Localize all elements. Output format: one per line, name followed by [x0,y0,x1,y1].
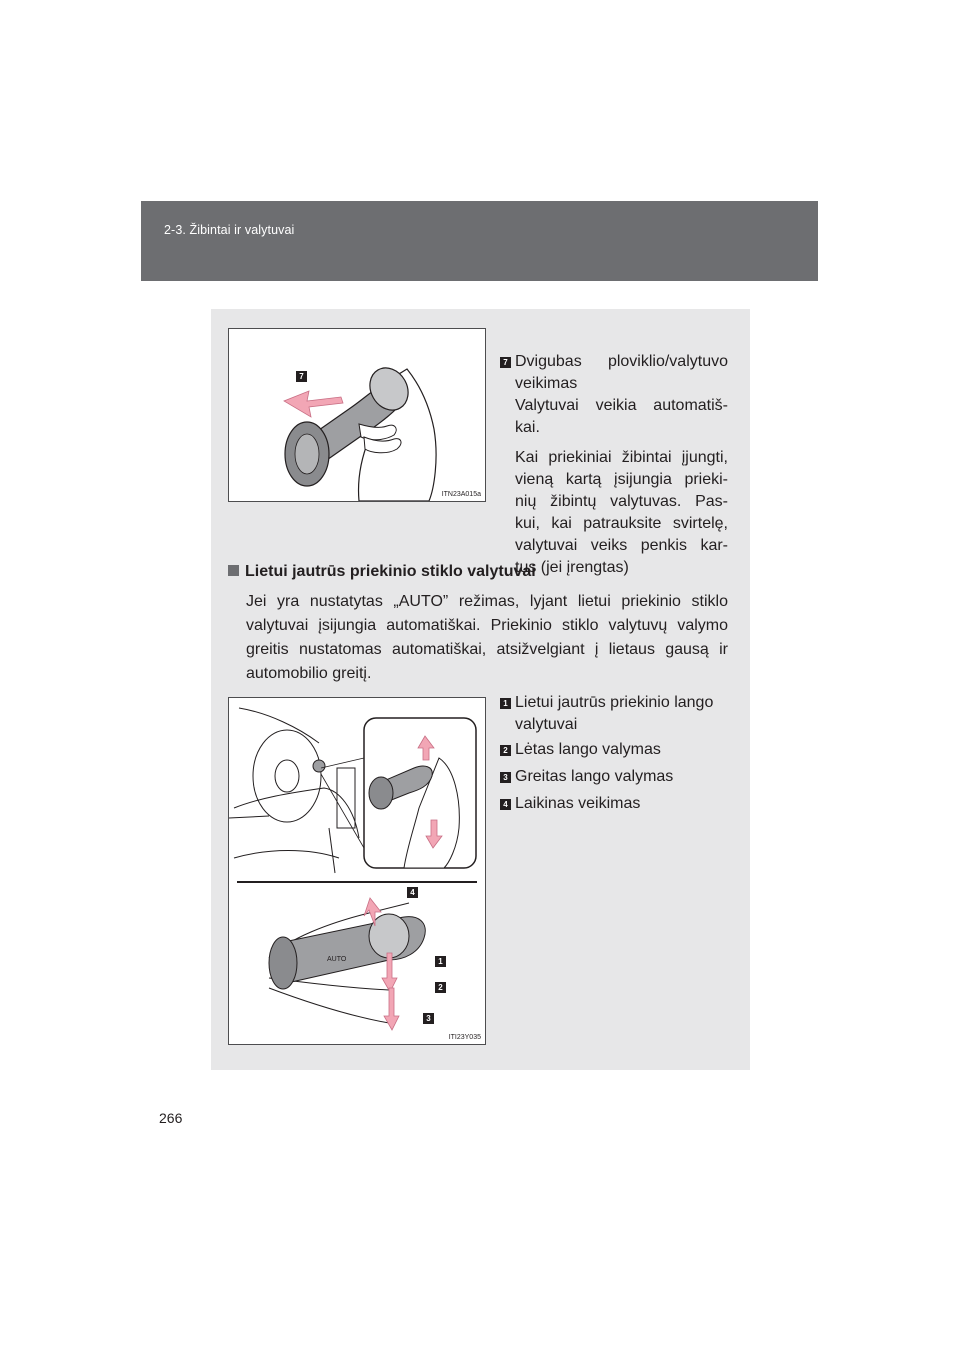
item-7-para1-line: kai. [515,419,540,436]
figure2-badge-1: 1 [435,956,447,968]
item-7-title-line: Dvigubas ploviklio/valytuvo [515,353,728,370]
item-7-para2-line: nių žibintų valytuvas. Pas- [515,493,728,510]
figure-rain-sensing-lever [228,697,486,1045]
item-7-para2-line: Kai priekiniai žibintai įjungti, [515,449,728,466]
item-7-para1-line: Valytuvai veikia automatiš- [515,397,728,414]
figure1-badge: 7 [296,364,307,386]
paragraph-line: valytuvai įsijungia automatiškai. Priekinio stiklo valytuvų valymo [246,617,728,634]
legend-badge: 4 [500,799,511,810]
legend-badge: 2 [500,745,511,756]
page-number: 266 [159,1110,183,1126]
paragraph-line: automobilio greitį. [246,665,372,682]
lever-auto-label: AUTO [327,956,347,963]
legend-text: Lietui jautrūs priekinio lango [515,694,714,711]
legend-text: Laikinas veikimas [515,795,641,812]
figure1-code: ITN23A015a [441,491,481,498]
legend-badge: 3 [500,772,511,783]
section-heading-text: Lietui jautrūs priekinio stiklo valytuvai [245,563,536,580]
figure-lever-pull [228,328,486,502]
lever-pull-illustration [229,329,485,501]
heading-bullet-icon [228,565,239,576]
item-7-para2-line: tus (jei įrengtas) [515,559,629,576]
item-7-para2-line: vieną kartą įsijungia prieki- [515,471,728,488]
figure2-badge-4: 4 [407,887,419,899]
legend-text: Greitas lango valymas [515,768,674,785]
section-heading [228,561,536,583]
item-7-para2-line: valytuvai veiks penkis kar- [515,537,728,554]
item-7-title-line: veikimas [515,375,578,392]
legend-badge: 1 [500,698,511,709]
legend-text: Lėtas lango valymas [515,741,661,758]
figure2-code: ITI23Y035 [448,1034,481,1041]
item-7-badge: 7 [500,357,511,368]
paragraph-line: greitis nustatomas automatiškai, atsižvelgiant į lietaus gausą ir [246,641,728,658]
paragraph-line: Jei yra nustatytas „AUTO” režimas, lyjant lietui priekinio stiklo [246,593,728,610]
section-title: 2-3. Žibintai ir valytuvai [164,223,295,237]
item-7-para2-line: kui, kai patrauksite svirtelę, [515,515,728,532]
section-paragraph [246,590,728,686]
section-header [141,201,818,281]
legend-text: valytuvai [515,716,578,733]
figure2-badge-2: 2 [435,982,447,994]
figure2-badge-3: 3 [423,1013,435,1025]
